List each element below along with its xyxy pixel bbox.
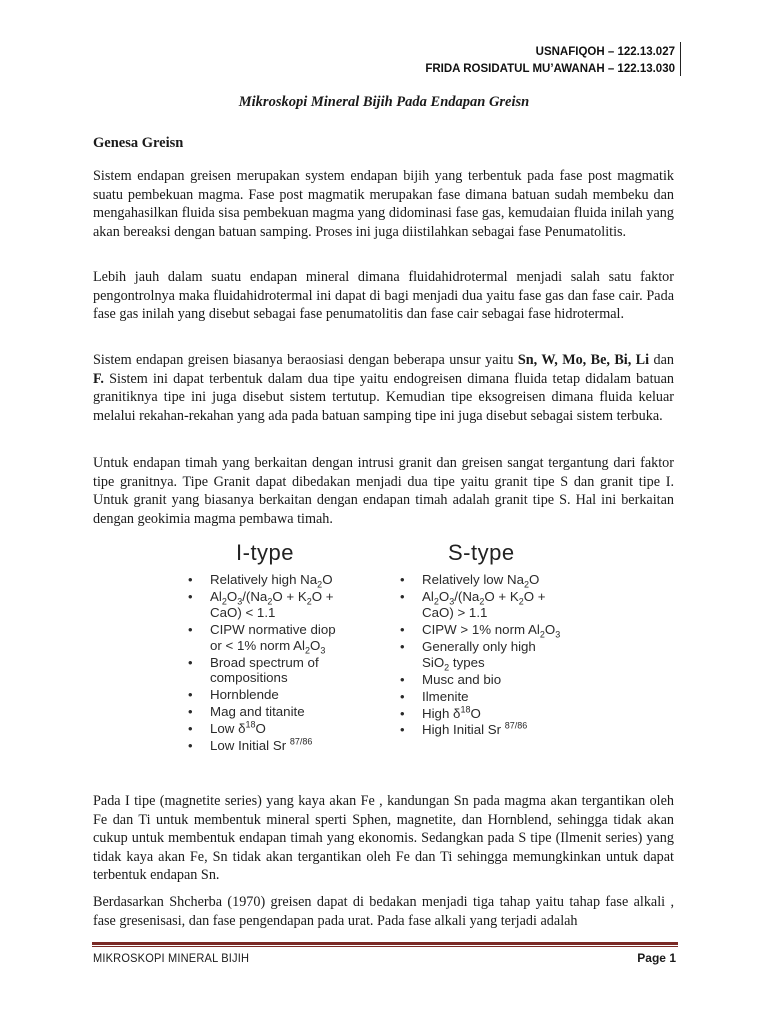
footer-rule-thin [92,946,678,947]
paragraph-4: Untuk endapan timah yang berkaitan dengan intrusi granit dan greisen sangat tergantung dari faktor tipe granitnya. Tipe Granit dapat dibedakan menjadi dua tipe yaitu granit tipe S dan granit tipe I. Untuk granit yang biasanya berkaitan dengan endapan timah adalah granit tipe S. Hal ini berkaitan dengan geokimia magma pembawa timah. [93,455,674,527]
section-heading: Genesa Greisn [93,135,184,151]
s-item-2 [394,589,612,621]
i-item-2 [182,589,382,621]
author-line-2: FRIDA ROSIDATUL MU’AWANAH – 122.13.030 [425,63,675,75]
s-item-2-d: O + K [484,588,519,604]
i-item-3 [182,622,382,654]
s-item-2-b: O [438,588,450,604]
i-item-1-sub: 2 [317,579,323,590]
i-item-4 [182,655,382,687]
s-item-8-a: High Initial Sr [422,722,505,738]
s-type-column [394,540,612,739]
s-item-2-s1: 2 [433,596,439,607]
granite-type-figure [172,540,612,772]
s-item-2-s2: 3 [449,596,455,607]
i-item-3-s2: 3 [320,645,326,656]
s-item-3-a: CIPW > 1% norm Al [422,621,540,637]
i-item-3-c: O [309,637,321,653]
s-item-1-end: O [529,572,540,587]
i-item-8-sup: 87/86 [289,736,313,747]
header-vertical-rule [680,42,681,76]
p3-elements: Sn, W, Mo, Be, Bi, Li [517,352,650,368]
i-item-5: • Hornblende [182,687,382,703]
s-item-4-a: Generally only high [422,638,536,654]
paragraph-2: Lebih jauh dalam suatu endapan mineral dimana fluidahidrotermal menjadi salah satu faktor pengontrolnya maka fluidahidrotermal ini dapat di bagi menjadi dua yaitu fase gas dan fase cair. Pada fase gas inilah yang disebut sebagai fase penumatolitis dan fase cair sebagai fase hidrotermal. [93,269,674,323]
s-item-2-s3: 2 [479,596,485,607]
s-item-3-s2: 3 [555,629,561,640]
i-item-7 [182,721,382,737]
i-type-list [182,572,382,754]
i-item-7-a: Low [210,721,239,737]
i-item-2-a: Al [210,588,222,604]
i-item-3-s1: 2 [304,645,310,656]
s-item-1-text: Relatively low Na [422,572,524,587]
i-item-1-end: O [322,572,333,587]
p3-text-c: dan [649,352,674,368]
s-item-3-c: O [544,621,556,637]
i-item-2-s1: 2 [221,596,227,607]
s-item-7-a: High [422,705,454,721]
i-item-7-sup: 18 [245,719,256,730]
s-type-title: S-type [448,540,515,565]
i-item-2-s2: 3 [237,596,243,607]
i-item-4-b: compositions [210,670,288,686]
s-item-3 [394,622,612,638]
s-item-1-sub: 2 [523,579,529,590]
p3-text-a: Sistem endapan greisen biasanya beraosiasi dengan beberapa unsur yaitu [93,352,518,368]
i-item-7-b: O [255,721,266,737]
i-type-column [182,540,382,755]
s-item-4-b: SiO [422,654,445,670]
i-item-3-a: CIPW normative diop [210,621,336,637]
i-item-7-delta: δ [238,721,246,737]
author-line-1: USNAFIQOH – 122.13.027 [535,46,675,58]
footer-title: MIKROSKOPI MINERAL BIJIH [93,951,250,965]
header-authors [425,44,675,78]
i-item-8-a: Low Initial Sr [210,738,290,754]
s-item-4-c: types [449,654,485,670]
i-item-3-b: or < 1% norm Al [210,637,305,653]
paragraph-1: Sistem endapan greisen merupakan system endapan bijih yang terbentuk pada fase post magmatik suatu pembekuan magma. Fase post magmatik merupakan fase dimana batuan sudah membeku dan mengahasilkan fluida sisa pembekuan magma yang didominasi fase gas, kemudaian fluida inilah yang akan bereaksi dengan batuan samping. Proses ini juga diistilahkan sebagai fase Penumatolitis. [93,168,674,240]
i-item-8 [182,738,382,754]
i-item-1-text: Relatively high Na [210,572,318,587]
p3-text-e: Sistem ini dapat terbentuk dalam dua tipe yaitu endogreisen dimana fluida tetap didalam batuan granitiknya tipe ini juga disebut sistem tertutup. Kemudian tipe eksogreisen dimana fluida keluar melalui rekahan-rekahan yang ada pada batuan samping tipe ini juga disebut sebagai sistem terbuka. [93,370,674,424]
paragraph-5: Pada I tipe (magnetite series) yang kaya akan Fe , kandungan Sn pada magma akan tergantikan oleh Fe dan Ti untuk membentuk mineral sperti Sphen, magnetite, dan Hornblend, sehingga tidak akan cukup untuk membentuk endapan timah yang ekonomis. Sedangkan pada S tipe (Ilmenit series) yang tidak kaya akan Fe, Sn tidak akan tergantikan oleh Fe dan Ti sehingga memungkinkan untuk dapat terbentuk endapan Sn. [93,793,674,884]
i-item-2-s3: 2 [267,596,273,607]
document-title: Mikroskopi Mineral Bijih Pada Endapan Greisn [238,94,530,110]
s-item-4 [394,639,612,671]
s-item-7 [394,706,612,722]
s-item-2-f: CaO) > 1.1 [422,604,488,620]
i-item-2-f: CaO) < 1.1 [210,604,276,620]
s-item-7-sup: 18 [460,704,471,715]
i-item-1 [182,572,382,588]
s-item-5: • Musc and bio [394,672,612,688]
s-item-7-b: O [470,705,481,721]
i-item-6: • Mag and titanite [182,704,382,720]
s-item-2-c: /(Na [454,588,480,604]
i-item-2-b: O [226,588,238,604]
i-type-title: I-type [236,540,295,565]
s-item-3-s1: 2 [539,629,545,640]
s-item-4-sub: 2 [444,662,450,673]
i-item-4-a: Broad spectrum of [210,654,319,670]
s-item-1 [394,572,612,588]
s-item-8 [394,722,612,738]
s-item-2-s4: 2 [518,596,524,607]
i-item-2-c: /(Na [242,588,268,604]
s-item-2-a: Al [422,588,434,604]
s-item-6: • Ilmenite [394,689,612,705]
s-item-2-e: O + [523,588,546,604]
s-type-list [394,572,612,738]
p3-element-f: F. [93,370,104,387]
i-item-2-e: O + [311,588,334,604]
footer-rule-thick [92,942,678,945]
page-number: Page 1 [637,951,676,965]
paragraph-3 [93,351,674,425]
i-item-2-d: O + K [272,588,307,604]
s-item-7-delta: δ [453,705,461,721]
paragraph-6: Berdasarkan Shcherba (1970) greisen dapat di bedakan menjadi tiga tahap yaitu tahap fase alkali , fase gresenisasi, dan fase pengendapan pada urat. Pada fase alkali yang terjadi adalah [93,894,674,929]
i-item-2-s4: 2 [306,596,312,607]
s-item-8-sup: 87/86 [504,721,528,732]
